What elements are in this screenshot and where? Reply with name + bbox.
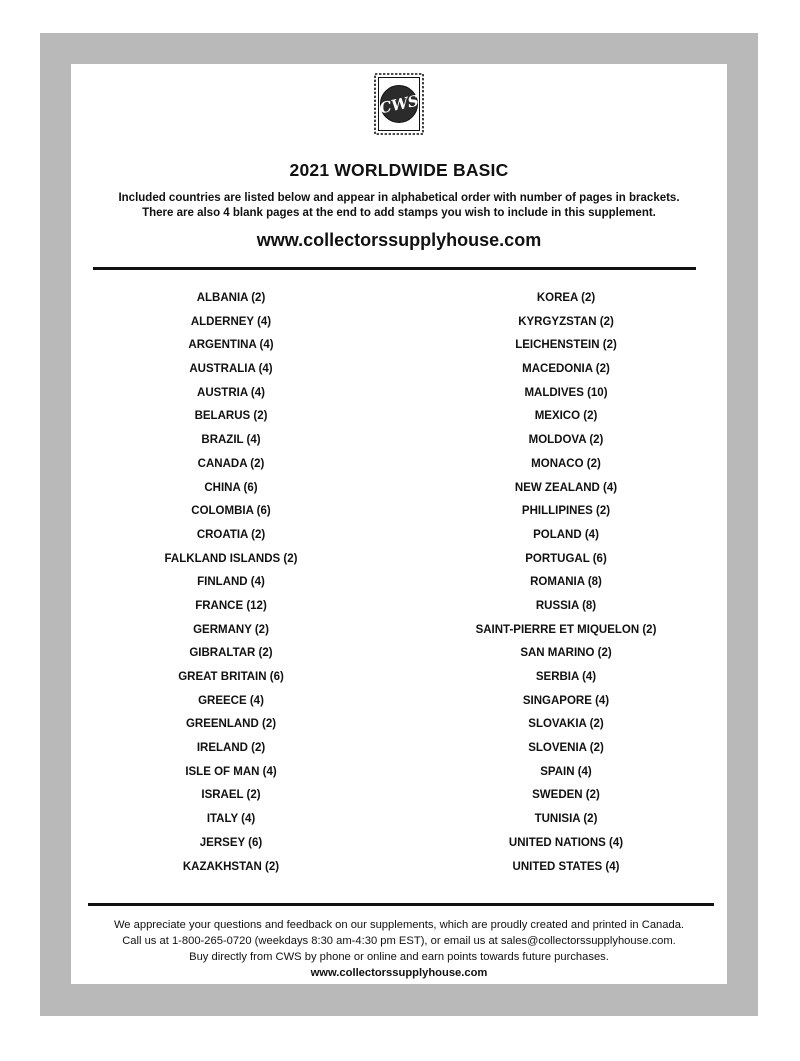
country-item: JERSEY (6): [199, 836, 263, 849]
country-item: IRELAND (2): [196, 742, 266, 755]
country-item: TUNISIA (2): [534, 813, 598, 826]
country-item: MOLDOVA (2): [528, 434, 604, 447]
footer-line: Buy directly from CWS by phone or online and earn points towards future purchases.: [189, 951, 609, 963]
country-item: ALBANIA (2): [196, 292, 266, 304]
country-item: SAINT-PIERRE ET MIQUELON (2): [475, 623, 657, 636]
footer-website-link[interactable]: www.collectorssupplyhouse.com: [310, 967, 488, 979]
country-item: CANADA (2): [197, 457, 265, 470]
country-item: MALDIVES (10): [524, 386, 608, 399]
footer-line: Call us at 1-800-265-0720 (weekdays 8:30 am-4:30 pm EST), or email us at sales@collectorssupplyhouse.com.: [122, 935, 676, 947]
country-item: SAN MARINO (2): [520, 647, 612, 660]
country-list-left: [76, 291, 386, 883]
divider: [88, 903, 714, 906]
country-item: RUSSIA (8): [535, 599, 597, 612]
country-item: SWEDEN (2): [532, 789, 600, 802]
country-item: MEXICO (2): [534, 410, 598, 423]
country-item: SPAIN (4): [540, 765, 592, 778]
country-item: ARGENTINA (4): [188, 339, 274, 352]
footer-line: We appreciate your questions and feedback on our supplements, which are proudly created and printed in Canada.: [113, 919, 685, 931]
country-item: KOREA (2): [536, 292, 596, 304]
country-item: FINLAND (4): [197, 576, 265, 589]
country-item: POLAND (4): [533, 528, 599, 541]
country-item: BELARUS (2): [194, 410, 268, 423]
country-item: SERBIA (4): [535, 671, 597, 683]
country-item: SLOVAKIA (2): [528, 718, 604, 731]
country-item: PORTUGAL (6): [525, 552, 607, 565]
country-item: MONACO (2): [531, 457, 601, 470]
country-item: SLOVENIA (2): [528, 742, 604, 755]
country-item: LEICHENSTEIN (2): [515, 339, 617, 352]
country-item: ALDERNEY (4): [190, 315, 272, 328]
country-item: FRANCE (12): [195, 599, 267, 612]
document-page: [71, 64, 727, 984]
country-item: CROATIA (2): [196, 528, 266, 541]
country-item: GREAT BRITAIN (6): [178, 671, 284, 683]
website-link[interactable]: www.collectorssupplyhouse.com: [256, 230, 542, 250]
country-item: GERMANY (2): [193, 623, 269, 636]
country-item: GREENLAND (2): [185, 718, 277, 731]
intro-line: There are also 4 blank pages at the end to add stamps you wish to include in this supplement.: [142, 207, 656, 219]
country-item: UNITED STATES (4): [512, 860, 620, 873]
footer: [71, 917, 727, 981]
divider: [93, 267, 696, 270]
country-item: UNITED NATIONS (4): [508, 836, 624, 849]
country-item: NEW ZEALAND (4): [514, 481, 618, 494]
country-item: ISLE OF MAN (4): [185, 765, 277, 778]
country-item: CHINA (6): [204, 481, 258, 494]
country-item: KAZAKHSTAN (2): [182, 860, 280, 873]
stamp-logo-icon: [352, 69, 446, 139]
country-item: MACEDONIA (2): [522, 363, 610, 376]
country-item: ISRAEL (2): [201, 789, 261, 802]
country-item: BRAZIL (4): [201, 434, 261, 447]
country-item: KYRGYZSTAN (2): [518, 315, 614, 328]
cws-logo: [352, 69, 446, 139]
country-item: COLOMBIA (6): [191, 505, 271, 518]
country-list-right: [411, 291, 721, 883]
country-item: GREECE (4): [198, 694, 264, 707]
country-item: GIBRALTAR (2): [189, 647, 273, 660]
country-item: ITALY (4): [206, 813, 256, 826]
country-item: PHILLIPINES (2): [521, 505, 611, 518]
logo-text: CWS: [377, 91, 421, 118]
country-item: FALKLAND ISLANDS (2): [164, 552, 298, 565]
country-item: ROMANIA (8): [530, 576, 602, 589]
intro-line: Included countries are listed below and appear in alphabetical order with number of pages in brackets.: [118, 192, 680, 204]
page-title: 2021 WORLDWIDE BASIC: [289, 160, 509, 180]
country-item: AUSTRALIA (4): [189, 363, 273, 376]
country-item: SINGAPORE (4): [522, 694, 610, 707]
country-item: AUSTRIA (4): [197, 386, 265, 399]
intro-text: [71, 191, 727, 221]
